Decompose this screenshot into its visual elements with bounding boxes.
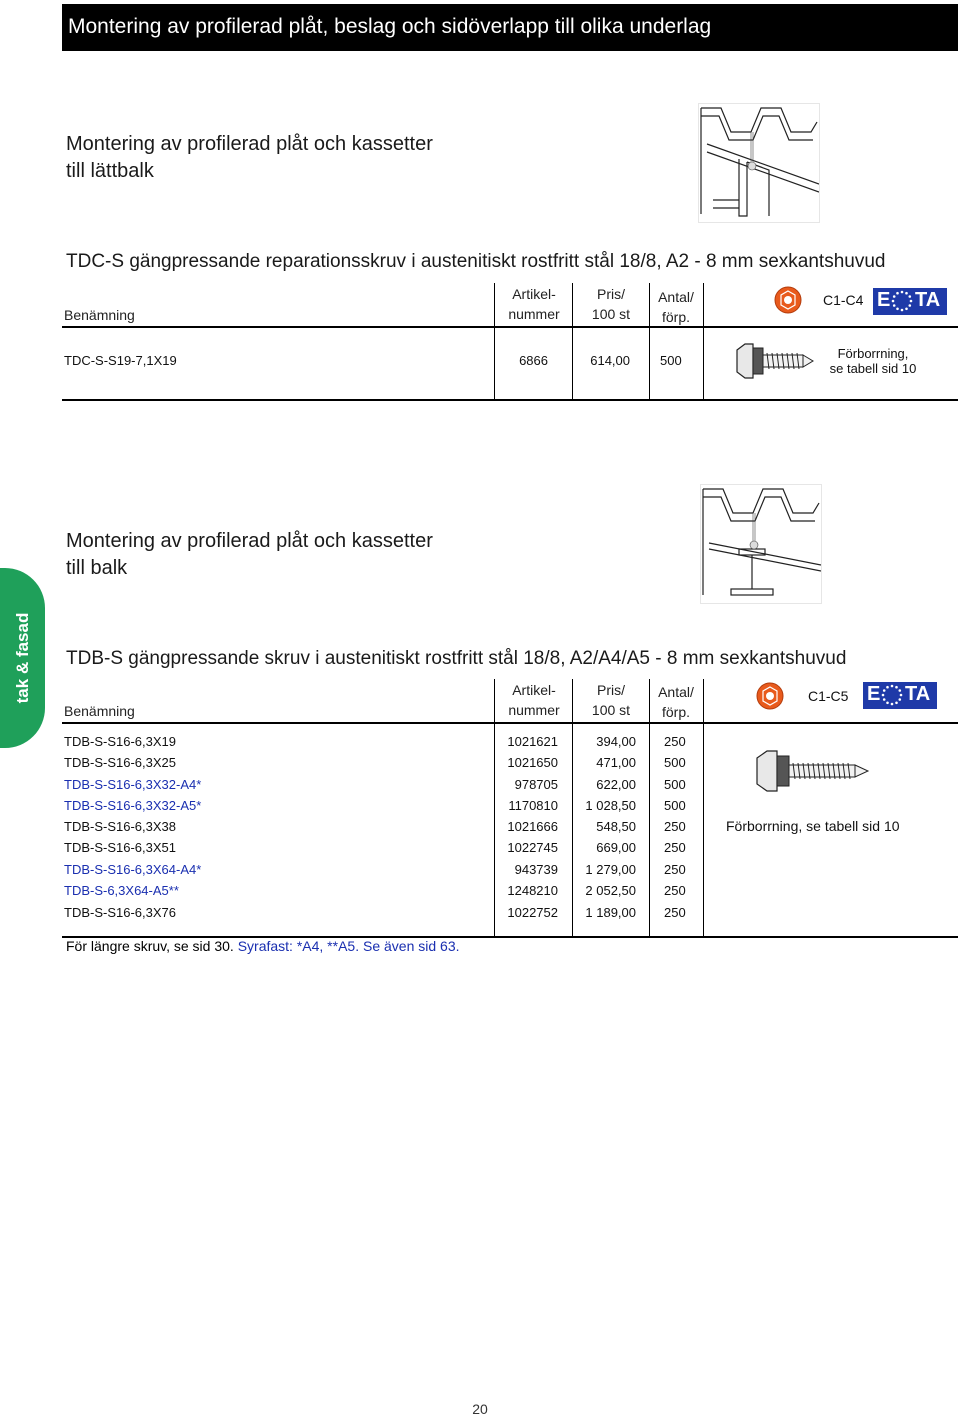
s2-col-divider xyxy=(572,679,573,937)
s2-row-qty: 500 xyxy=(664,777,686,792)
s2-row-price: 471,00 xyxy=(596,755,636,770)
s1-row-qty: 500 xyxy=(660,353,682,368)
s1-col-divider xyxy=(572,283,573,400)
s2-row-price: 1 028,50 xyxy=(585,798,636,813)
footer-note-text: För längre skruv, se sid 30. xyxy=(66,938,238,954)
s2-col-antal-line2: förp. xyxy=(661,704,690,720)
section1-title-line2: till lättbalk xyxy=(66,160,154,182)
section1-title-line1: Montering av profilerad plåt och kassetter xyxy=(66,133,433,155)
s2-row-article: 978705 xyxy=(514,777,558,792)
sfs-certification-seal-icon xyxy=(756,682,784,710)
s2-row-price: 1 189,00 xyxy=(585,905,636,920)
footer-note xyxy=(66,938,460,954)
s2-col-divider xyxy=(649,679,650,937)
eta-logo: E TA xyxy=(863,682,937,709)
s1-col-pris xyxy=(574,286,648,322)
s1-col-artikel xyxy=(496,286,572,322)
s2-row-price: 622,00 xyxy=(596,777,636,792)
s2-row-article: 1021666 xyxy=(507,819,558,834)
s2-header-rule xyxy=(62,722,958,724)
s1-col-divider xyxy=(703,283,704,400)
s2-col-divider xyxy=(494,679,495,937)
s1-cert-code: C1-C4 xyxy=(823,292,864,308)
s1-col-antal-line1: Antal/ xyxy=(658,289,694,305)
beam-illustration xyxy=(700,484,822,604)
s2-row-name: TDB-S-S16-6,3X38 xyxy=(64,819,176,834)
s2-row-article: 1021621 xyxy=(507,734,558,749)
s2-row-article: 1021650 xyxy=(507,755,558,770)
s2-col-divider xyxy=(703,679,704,937)
s1-bottom-rule xyxy=(62,399,958,401)
s2-col-antal-line1: Antal/ xyxy=(658,684,694,700)
s2-row-article: 943739 xyxy=(514,862,558,877)
s1-col-antal xyxy=(650,289,702,325)
s2-row-qty: 500 xyxy=(664,755,686,770)
section2-title xyxy=(66,528,433,582)
s2-cert-code: C1-C5 xyxy=(808,688,849,704)
side-tab-label: tak & fasad xyxy=(12,612,32,704)
s1-drill-note-line1: Förborrning, xyxy=(837,346,909,361)
s2-row-article: 1170810 xyxy=(508,798,558,813)
sfs-certification-seal-icon xyxy=(774,286,802,314)
s2-row-name: TDB-S-S16-6,3X51 xyxy=(64,840,176,855)
s2-row-qty: 500 xyxy=(664,798,686,813)
lightbeam-illustration xyxy=(698,103,820,223)
s1-col-pris-line1: Pris/ xyxy=(597,286,625,302)
s2-row-price: 548,50 xyxy=(596,819,636,834)
s2-row-name: TDB-S-6,3X64-A5** xyxy=(64,883,179,898)
section2-title-line1: Montering av profilerad plåt och kassetter xyxy=(66,530,433,552)
s2-col-pris-line2: 100 st xyxy=(591,702,631,718)
s2-row-article: 1022752 xyxy=(507,905,558,920)
s2-row-name: TDB-S-S16-6,3X32-A5* xyxy=(64,798,202,813)
s1-col-divider xyxy=(494,283,495,400)
tdb-screw-icon xyxy=(755,748,871,794)
s2-row-price: 394,00 xyxy=(596,734,636,749)
section2-product-title: TDB-S gängpressande skruv i austenitiskt rostfritt stål 18/8, A2/A4/A5 - 8 mm sexkantshuvud xyxy=(66,648,847,669)
s2-row-article: 1248210 xyxy=(507,883,558,898)
s2-row-qty: 250 xyxy=(664,734,686,749)
s2-row-name: TDB-S-S16-6,3X32-A4* xyxy=(64,777,202,792)
s1-drill-note-line2: se tabell sid 10 xyxy=(829,361,917,376)
s2-row-qty: 250 xyxy=(664,905,686,920)
s1-col-divider xyxy=(649,283,650,400)
s2-row-qty: 250 xyxy=(664,862,686,877)
s1-col-benamning: Benämning xyxy=(64,307,135,323)
s2-row-price: 669,00 xyxy=(596,840,636,855)
s1-header-rule xyxy=(62,326,958,328)
s2-row-qty: 250 xyxy=(664,819,686,834)
s2-row-price: 1 279,00 xyxy=(585,862,636,877)
s2-row-name: TDB-S-S16-6,3X19 xyxy=(64,734,176,749)
page-header xyxy=(62,4,958,51)
s2-col-benamning: Benämning xyxy=(64,703,135,719)
side-tab-tak-fasad[interactable] xyxy=(0,568,45,748)
eu-stars-icon xyxy=(881,684,903,706)
s1-col-antal-line2: förp. xyxy=(661,309,690,325)
section1-product-title: TDC-S gängpressande reparationsskruv i austenitiskt rostfritt stål 18/8, A2 - 8 mm sexkantshuvud xyxy=(66,251,886,272)
eu-stars-icon xyxy=(891,290,913,312)
s1-col-artikel-line1: Artikel- xyxy=(512,286,556,302)
section2-title-line2: till balk xyxy=(66,557,128,579)
s2-col-antal xyxy=(650,684,702,720)
eta-logo: E TA xyxy=(873,288,947,315)
s2-col-pris-line1: Pris/ xyxy=(597,682,625,698)
s2-col-artikel xyxy=(496,682,572,718)
s2-col-artikel-line1: Artikel- xyxy=(512,682,556,698)
s2-row-name: TDB-S-S16-6,3X76 xyxy=(64,905,176,920)
s2-row-article: 1022745 xyxy=(507,840,558,855)
s1-col-pris-line2: 100 st xyxy=(591,306,631,322)
footer-note-acid-proof: Syrafast: *A4, **A5. Se även sid 63. xyxy=(237,938,460,954)
s2-drill-note: Förborrning, se tabell sid 10 xyxy=(726,818,900,834)
section1-title xyxy=(66,131,433,185)
s2-row-name: TDB-S-S16-6,3X25 xyxy=(64,755,176,770)
s2-col-artikel-line2: nummer xyxy=(508,702,560,718)
s1-row-article: 6866 xyxy=(519,353,548,368)
page-number: 20 xyxy=(472,1401,488,1417)
page-header-title: Montering av profilerad plåt, beslag och sidöverlapp till olika underlag xyxy=(68,15,712,38)
tdc-screw-icon xyxy=(735,342,815,380)
s1-row-name: TDC-S-S19-7,1X19 xyxy=(64,353,177,368)
s1-col-artikel-line2: nummer xyxy=(508,306,560,322)
s2-col-pris xyxy=(574,682,648,718)
s1-drill-note xyxy=(818,346,928,376)
s2-row-price: 2 052,50 xyxy=(585,883,636,898)
s1-row-price: 614,00 xyxy=(590,353,630,368)
s2-row-name: TDB-S-S16-6,3X64-A4* xyxy=(64,862,202,877)
s2-row-qty: 250 xyxy=(664,840,686,855)
s2-row-qty: 250 xyxy=(664,883,686,898)
